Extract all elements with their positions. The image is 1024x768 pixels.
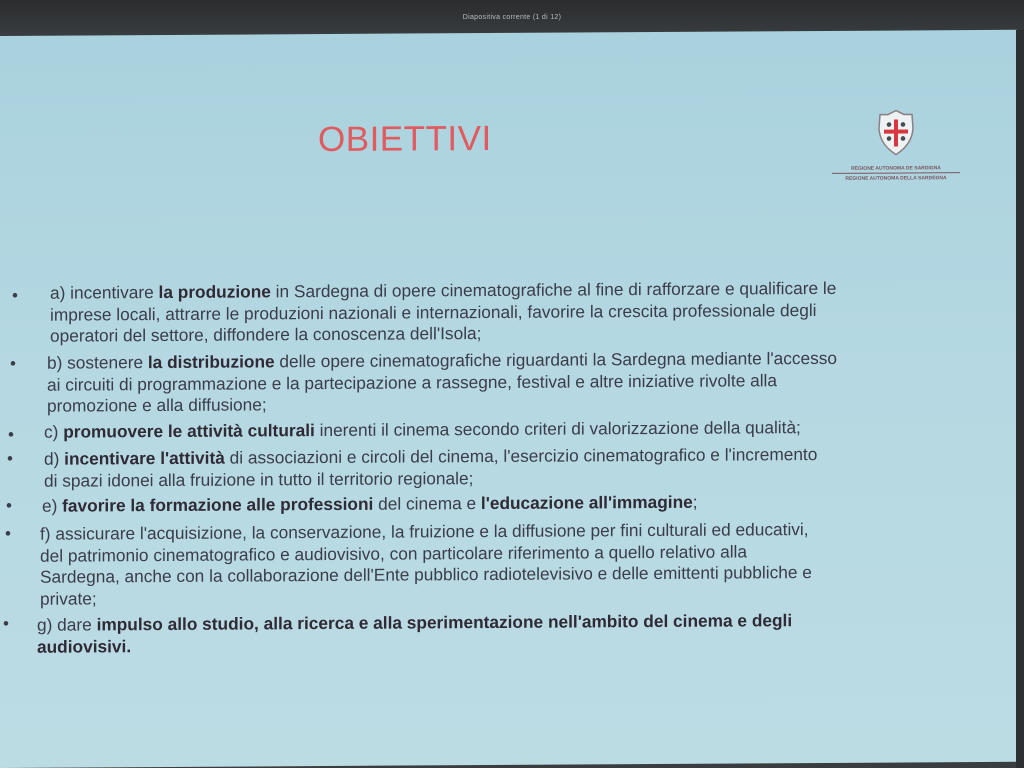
list-item-g: g) dare impulso allo studio, alla ricerca e alla sperimentazione nell'ambito del cinema e degli audiovisivi. <box>37 610 793 657</box>
objectives-list <box>0 275 1017 657</box>
list-item-f: f) assicurare l'acquisizione, la conservazione, la fruizione e la diffusione per fini culturali ed educativi, del patrimonio cinematografico e audiovisivo, con particolare riferimento a quello relativo alla Sardegna, anche con la collaborazione dell'Ente pubblico radiotelevisivo e delle emittenti pubbliche e private; <box>40 519 812 609</box>
sardinia-coat-of-arms-icon <box>872 108 920 156</box>
list-item-c: c) promuovere le attività culturali inerenti il cinema secondo criteri di valorizzazione della qualità; <box>44 417 801 442</box>
bullet: • <box>5 523 11 543</box>
screen-edge <box>1016 30 1024 768</box>
slide <box>0 30 1017 768</box>
bullet: • <box>8 424 14 444</box>
bullet: • <box>6 495 12 515</box>
bullet: • <box>12 285 18 305</box>
bullet: • <box>7 448 13 468</box>
logo-caption-line2: REGIONE AUTONOMA DELLA SARDEGNA <box>845 175 947 182</box>
logo-divider <box>832 172 960 174</box>
list-item-b: b) sostenere la distribuzione delle opere cinematografiche riguardanti la Sardegna mediante l'accesso ai circuiti di programmazione e la partecipazione a rassegne, festival e altre iniziative rivolte alla promozione e alla diffusione; <box>47 347 838 416</box>
bullet: • <box>10 353 16 373</box>
window-title: Diapositiva corrente (1 di 12) <box>462 14 562 21</box>
logo-caption-line1: REGIONE AUTONOMA DE SARDIGNA <box>851 165 941 172</box>
list-item-a: a) incentivare la produzione in Sardegna di opere cinematografiche al fine di rafforzare e qualificare le imprese locali, attrarre le produzioni nazionali e internazionali, favorire la crescita professionale degli operatori del settore, diffondere la conoscenza dell'Isola; <box>50 277 837 346</box>
list-item-d: d) incentivare l'attività di associazioni e circoli del cinema, l'esercizio cinematografico e l'incremento di spazi idonei alla fruizione in tutto il territorio regionale; <box>44 444 818 491</box>
bullet: • <box>3 613 9 633</box>
list-item-e: e) favorire la formazione alle professioni del cinema e l'educazione all'immagine; <box>42 491 698 516</box>
region-logo <box>826 106 966 187</box>
slide-title: OBIETTIVI <box>318 118 492 160</box>
